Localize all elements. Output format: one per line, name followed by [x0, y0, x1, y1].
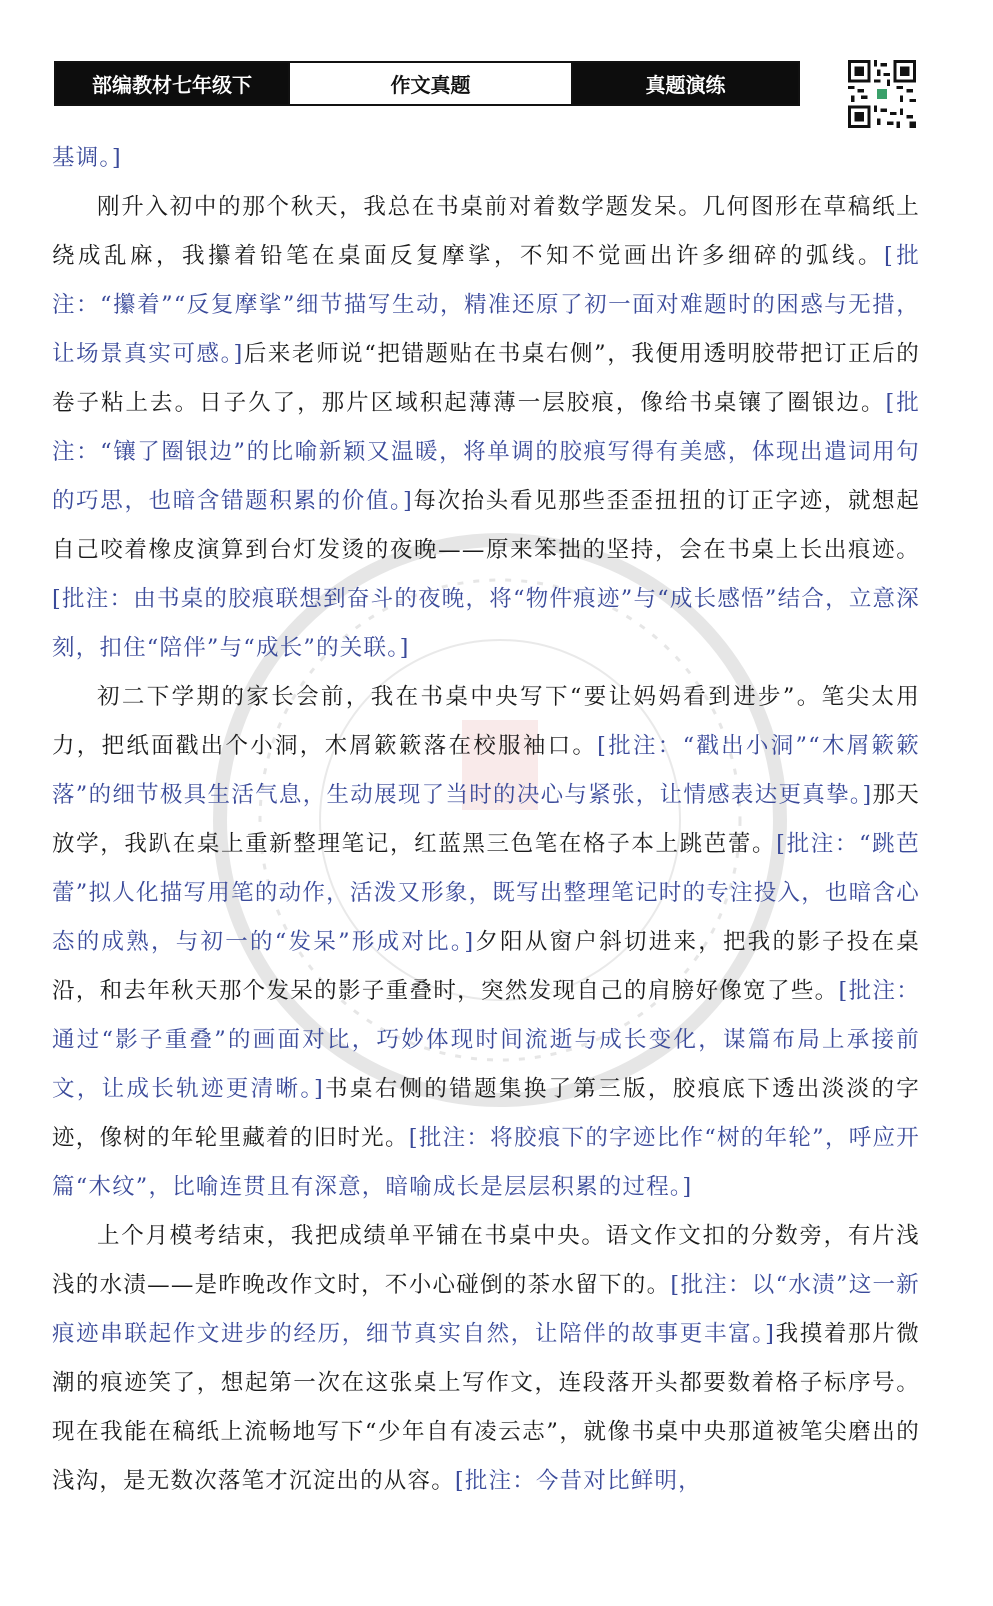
essay-text: 上个月模考结束，我把成绩单平铺在书桌中央。语文作文扣的分数旁，有片浅浅的水渍——是昨晚改作文时，不小心碰倒的茶水留下的。 [52, 1223, 920, 1298]
annotation-text: [批注：以“水渍”这一新痕迹串联起作文进步的经历，细节真实自然，让陪伴的故事更丰富。] [52, 1272, 921, 1347]
annotation-text: [批注：由书桌的胶痕联想到奋斗的夜晚，将“物件痕迹”与“成长感悟”结合，立意深刻，扣住“陪伴”与“成长”的关联。] [52, 586, 920, 661]
header-grade-label: 部编教材七年级下 [56, 63, 288, 104]
annotation-text: [批注：“镶了圈银边”的比喻新颖又温暖，将单调的胶痕写得有美感，体现出遣词用句的巧思，也暗含错题积累的价值。] [52, 390, 920, 514]
annotation-text: [批注：“跳芭蕾”拟人化描写用笔的动作，活泼又形象，既写出整理笔记时的专注投入，也暗含心态的成熟，与初一的“发呆”形成对比。] [52, 831, 920, 955]
annotation-text: [批注：今昔对比鲜明， [454, 1468, 702, 1494]
annotation-text: 基调。] [52, 145, 122, 171]
essay-text: 初二下学期的家长会前，我在书桌中央写下“要让妈妈看到进步”。笔尖太用力，把纸面戳出个小洞，木屑簌簌落在校服袖口。 [52, 684, 920, 759]
essay-text: 夕阳从窗户斜切进来，把我的影子投在桌沿，和去年秋天那个发呆的影子重叠时，突然发现自己的肩膀好像宽了些。 [52, 929, 920, 1004]
essay-paragraph [52, 134, 920, 183]
qr-code-icon [848, 60, 916, 128]
annotation-text: [批注：“攥着”“反复摩挲”细节描写生动，精准还原了初一面对难题时的困惑与无措，让场景真实可感。] [52, 243, 920, 367]
essay-paragraph [52, 183, 920, 673]
annotation-text: [批注：将胶痕下的字迹比作“树的年轮”，呼应开篇“木纹”，比喻连贯且有深意，暗喻成长是层层积累的过程。] [52, 1125, 920, 1200]
essay-paragraph [52, 673, 920, 1212]
annotation-text: [批注：通过“影子重叠”的画面对比，巧妙体现时间流逝与成长变化，谋篇布局上承接前文，让成长轨迹更清晰。] [52, 978, 920, 1102]
essay-text: 每次抬头看见那些歪歪扭扭的订正字迹，就想起自己咬着橡皮演算到台灯发烫的夜晚——原来笨拙的坚持，会在书桌上长出痕迹。 [52, 488, 920, 563]
essay-body [52, 134, 920, 1506]
essay-paragraph [52, 1212, 920, 1506]
essay-text: 我摸着那片微潮的痕迹笑了，想起第一次在这张桌上写作文，连段落开头都要数着格子标序号。现在我能在稿纸上流畅地写下“少年自有凌云志”，就像书桌中央那道被笔尖磨出的浅沟，是无数次落笔才沉淀出的从容。 [52, 1321, 921, 1494]
header-category-label: 真题演练 [573, 63, 798, 104]
essay-text: 那天放学，我趴在桌上重新整理笔记，红蓝黑三色笔在格子本上跳芭蕾。 [52, 782, 921, 857]
essay-text: 书桌右侧的错题集换了第三版，胶痕底下透出淡淡的字迹，像树的年轮里藏着的旧时光。 [52, 1076, 920, 1151]
header-bar [54, 61, 800, 106]
header-section-title: 作文真题 [288, 63, 573, 104]
annotation-text: [批注：“戳出小洞”“木屑簌簌落”的细节极具生活气息，生动展现了当时的决心与紧张，让情感表达更真挚。] [52, 733, 920, 808]
essay-text: 刚升入初中的那个秋天，我总在书桌前对着数学题发呆。几何图形在草稿纸上绕成乱麻，我攥着铅笔在桌面反复摩挲，不知不觉画出许多细碎的弧线。 [52, 194, 920, 269]
essay-text: 后来老师说“把错题贴在书桌右侧”，我便用透明胶带把订正后的卷子粘上去。日子久了，那片区域积起薄薄一层胶痕，像给书桌镶了圈银边。 [52, 341, 920, 416]
